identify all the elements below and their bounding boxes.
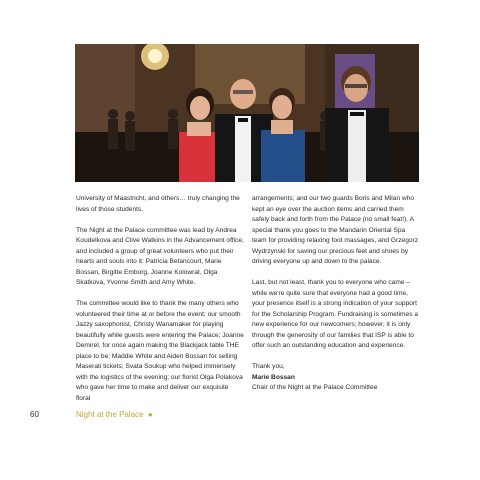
- right-text-column: [252, 194, 420, 394]
- signature-title: Chair of the Night at the Palace Committee: [252, 384, 378, 391]
- right-paragraph-2: Last, but not least, thank you to everyone who came – while we're quite sure that everyone had a good time, your presence itself is a strong indication of your support for the Scholarship Program. Fundraising is sometimes a new experience for our newcomers; however, it is only through the generosity of our families that ISP is able to offer such an outstanding education and experience.: [252, 279, 419, 349]
- closing-line: Thank you,: [252, 363, 285, 370]
- footer-title-text: Night at the Palace: [76, 410, 144, 419]
- signature-name: Marie Bossan: [252, 373, 295, 381]
- page-number: 60: [30, 410, 39, 419]
- closing-block: [252, 362, 420, 394]
- left-paragraph-2: The Night at the Palace committee was lead by Andrea Koudelkova and Clive Watkins in the Advancement office, and included a group of great volunteers who put their hearts and souls into it: Patricia Betancourt, Marie Bossan, Birgitte Emborg, Joanne Kolowrat, Olga Skatkova, Yvonne Smith and Amy White.: [76, 226, 244, 286]
- left-text-column: [76, 194, 244, 415]
- left-paragraph-3: The committee would like to thank the many others who volunteered their time at or before the event: our smooth Jazzy saxophonist, Christy Wanamaker for playing beautifully while guests were entering the Palace; Joanne Demirel, for once again making the Blackjack table THE place to be; Maddie White and Aiden Bossan for selling Maserati tickets; Svata Soukup who helped immensely with the logistics of the evening; our florist Olga Polakova who gave her time to make and deliver our exquisite floral: [76, 300, 244, 402]
- right-paragraph-1: arrangements; and our two guards Boris and Milan who kept an eye over the auction items and carried them safely back and forth from the Palace (no small feat!). A special thank you goes to the Mandarin Oriental Spa team for providing relaxing foot massages, and Grzegorz Wydrzynski for saving our precious feet and shoes by driving everyone up and down to the palace.: [252, 195, 419, 265]
- footer-bullet-icon: ●: [147, 410, 153, 419]
- event-photo-illustration: [75, 44, 419, 182]
- event-photo: [75, 44, 419, 182]
- footer-section-title: [76, 410, 153, 419]
- left-paragraph-1: University of Maastricht, and others… truly changing the lives of those students.: [76, 195, 240, 213]
